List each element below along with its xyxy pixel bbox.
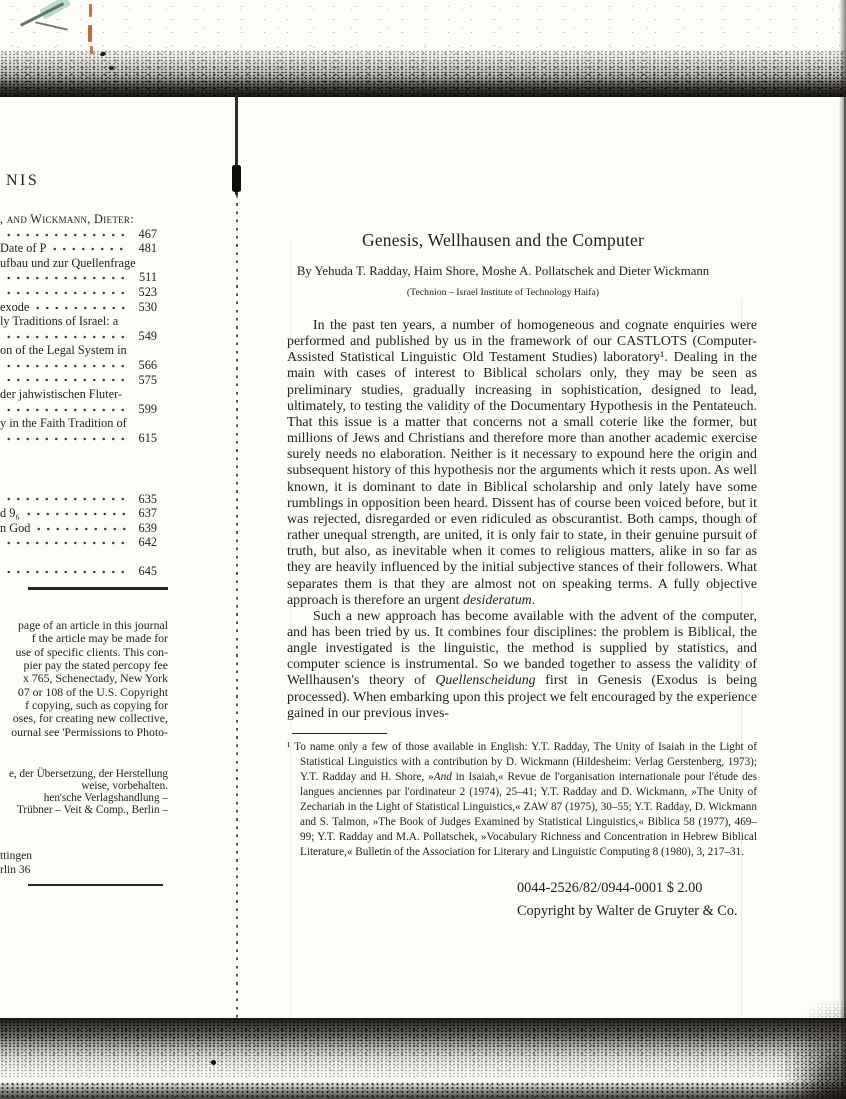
toc-dot-leader bbox=[4, 431, 126, 446]
italic-term: And bbox=[433, 771, 452, 783]
toc-dot-leader bbox=[4, 329, 126, 344]
toc-entry-label: y in the Faith Tradition of bbox=[0, 416, 127, 431]
text-line: x 765, Schenectady, New York bbox=[22, 671, 168, 686]
publisher-rights-notice bbox=[0, 769, 168, 817]
paragraph-text: . bbox=[531, 592, 536, 608]
orange-mark bbox=[88, 25, 92, 42]
toc-row bbox=[0, 387, 157, 402]
toc-row bbox=[0, 431, 157, 446]
toc-entry-label: ly Traditions of Israel: a bbox=[0, 314, 119, 329]
toc-row bbox=[0, 227, 157, 242]
article-headings bbox=[287, 230, 719, 298]
publication-info bbox=[517, 877, 757, 922]
toc-row bbox=[0, 416, 157, 431]
text-line: ttingen bbox=[0, 850, 32, 862]
toc-page-number: 511 bbox=[139, 270, 157, 285]
left-page-divider-rule bbox=[28, 587, 168, 590]
toc-entry-label: on of the Legal System in bbox=[0, 343, 127, 358]
article-paragraph-2 bbox=[287, 609, 757, 722]
toc-page-number: 523 bbox=[138, 284, 157, 299]
toc-row bbox=[0, 492, 157, 507]
footnote-text: ¹ To name only a few of those available in English: Y.T. Radday, The Unity of Isaiah in the Light of Statistical Linguistics with a contribution by D. Wickmann (Hildesheim: Verlag Gerstenberg, 1973); Y.T. Radday and H. Shore, » bbox=[287, 740, 757, 783]
text-line: pier pay the stated percopy fee bbox=[23, 658, 168, 673]
scan-noise-top-band bbox=[0, 50, 846, 97]
toc-dot-leader bbox=[4, 492, 126, 507]
toc-entry-label: d 9₆ bbox=[0, 506, 20, 521]
toc-row bbox=[0, 329, 157, 344]
toc-row bbox=[0, 402, 157, 417]
toc-page-number: 575 bbox=[138, 372, 157, 387]
text-line: ournal see 'Permissions to Photo- bbox=[11, 724, 168, 739]
toc-dot-leader bbox=[24, 506, 126, 521]
article-byline: By Yehuda T. Radday, Haim Shore, Moshe A. Pollatschek and Dieter Wickmann bbox=[296, 264, 710, 278]
article-paragraph-1 bbox=[287, 318, 757, 609]
journal-photocopy-notice bbox=[0, 619, 168, 739]
toc-page-number: 467 bbox=[138, 226, 157, 241]
toc-page-number: 635 bbox=[138, 491, 157, 506]
toc-row bbox=[0, 564, 157, 579]
paragraph-text: Such a new approach has become available with the advent of the computer, and has been tried by us. It combines four disciplines: the problem is Biblical, the angle investigated is the linguistic, the method is supplied by statistics, and computer science is instrumental. So we banded together to assess the validity of Wellhausen's theory of bbox=[287, 608, 757, 689]
text-line: oses, for creating new collective, bbox=[12, 711, 168, 726]
text-line: hen'sche Verlagshandlung – bbox=[43, 791, 168, 804]
publisher-address bbox=[0, 850, 92, 877]
toc-row bbox=[0, 300, 157, 315]
toc-dot-leader bbox=[4, 535, 126, 550]
toc-entry-label: Date of P bbox=[0, 241, 47, 256]
toc-page-number: 637 bbox=[138, 506, 157, 521]
toc-dot-leader bbox=[4, 564, 126, 579]
scan-noise-top-faint bbox=[0, 0, 846, 52]
toc-page-number: 549 bbox=[138, 328, 157, 343]
toc-dot-leader bbox=[4, 358, 126, 373]
page-gutter-ink-blob bbox=[232, 165, 241, 192]
toc-row bbox=[0, 358, 157, 373]
article-title: Genesis, Wellhausen and the Computer bbox=[361, 230, 644, 250]
toc-dot-leader bbox=[122, 314, 126, 329]
toc-row bbox=[0, 212, 157, 227]
toc-entry-label: ufbau und zur Quellenfrage bbox=[0, 255, 136, 270]
text-line: page of an article in this journal bbox=[17, 618, 168, 632]
toc-page-number: 642 bbox=[138, 535, 157, 550]
text-line: use of specific clients. This con- bbox=[15, 644, 168, 659]
toc-row bbox=[0, 343, 157, 358]
toc-dot-leader bbox=[4, 402, 126, 417]
toc-dot-leader bbox=[34, 521, 126, 536]
toc-dot-leader bbox=[4, 227, 126, 242]
toc-list bbox=[0, 212, 157, 578]
toc-entry-label: der jahwistischen Fluter- bbox=[0, 387, 123, 402]
toc-row bbox=[0, 241, 157, 256]
page-gutter-dotted-line bbox=[236, 195, 238, 1020]
toc-row bbox=[0, 373, 157, 388]
toc-page-number: 615 bbox=[138, 430, 157, 445]
toc-dot-leader bbox=[33, 300, 126, 315]
footnote-1 bbox=[287, 740, 757, 860]
text-line: e, der Übersetzung, der Herstellung bbox=[8, 768, 168, 780]
text-line: 07 or 108 of the U.S. Copyright bbox=[17, 684, 168, 699]
toc-page-number: 530 bbox=[138, 299, 157, 314]
toc-dot-leader bbox=[4, 285, 126, 300]
toc-row bbox=[0, 256, 157, 271]
toc-row bbox=[0, 314, 157, 329]
text-line: f copying, such as copying for bbox=[25, 698, 168, 713]
toc-row bbox=[0, 270, 157, 285]
toc-page-number: 645 bbox=[138, 563, 157, 578]
footnote-text: in Isaiah,« Revue de l'organisation internationale pour l'étude des langues anciennes par l'ordinateur 2 (1974), 25–41; Y.T. Radday and D. Wickmann, »The Unity of Zechariah in the Light of Statistical Linguistics,« ZAW 87 (1975), 30–55; Y.T. Radday, D. Wickmann and S. Talmon, »The Book of Judges Examined by Statistical Linguistics,« Biblica 58 (1977), 469–99; Y.T. Radday and M.A. Pollatschek, »Vocabulary Richness and Concentration in Hebrew Biblical Literature,« Bulletin of the Association for Literary and Linguistic Computing 8 (1980), 3, 217–31. bbox=[300, 771, 757, 859]
italic-term: Quellenscheidung bbox=[435, 673, 536, 689]
ink-speck bbox=[211, 1060, 216, 1065]
text-line: rlin 36 bbox=[0, 863, 31, 876]
copyright-line: Copyright by Walter de Gruyter & Co. bbox=[517, 902, 738, 919]
article-body bbox=[287, 318, 757, 722]
toc-heading: NIS bbox=[6, 172, 40, 189]
toc-entry-label: , and Wickmann, Dieter: bbox=[0, 212, 134, 226]
text-line: weise, vorbehalten. bbox=[81, 779, 168, 792]
ink-speck bbox=[109, 66, 114, 70]
toc-dot-leader bbox=[4, 373, 126, 388]
scan-noise-corner bbox=[776, 1000, 846, 1099]
paragraph-text: first in Genesis (Exodus is being processed). When embarking upon this project we felt encouraged by the experience gained in our previous inves- bbox=[287, 673, 758, 721]
footnote-rule bbox=[292, 733, 387, 734]
paragraph-text: In the past ten years, a number of homogeneous and cognate enquiries were performed and published by us in the framework of our CASTLOTS (Computer-Assisted Statistical Linguistic Old Testament Studies) laboratory¹. Dealing in the main with cases of interest to Biblical scholars only, they may be seen as preliminary studies, gradually increasing in sophistication, designed to lead, ultimately, to testing the validity of the Documentary Hypothesis in the Pentateuch. That this issue is a matter that concerns not a small coterie like the former, but millions of Jews and Christians and therefore more than another academic exercise surely needs no elaboration. Neither is it necessary to expound here the origin and subsequent history of this hypothesis nor the arguments which it rests upon. As well known, it is dominant to date in Biblical scholarship and only lately have some rumblings in opposition been heard. Dissent has of course been voiced before, but it was rejected, disregarded or even ridiculed as obscurantist. Both camps, though of rather unequal strength, are united, it is only fair to state, in their genuine pursuit of truth, but also, as inevitable when it comes to religious matters, alike in so far as they are heavily influenced by the initial subjective stances of their followers. What separates them is that they are almost not on speaking terms. A fully objective approach is therefore an urgent bbox=[287, 318, 757, 608]
toc-entry-label: exode bbox=[0, 299, 30, 314]
toc-row bbox=[0, 506, 157, 521]
orange-mark bbox=[89, 4, 92, 17]
toc-dot-leader bbox=[50, 241, 126, 256]
toc-row bbox=[0, 521, 157, 536]
toc-row bbox=[0, 285, 157, 300]
italic-term: desideratum bbox=[463, 592, 532, 608]
toc-page-number: 639 bbox=[138, 520, 157, 535]
text-line: f the article may be made for bbox=[31, 631, 168, 646]
toc-page-number: 599 bbox=[138, 401, 157, 416]
left-page-bottom-rule bbox=[28, 884, 163, 886]
toc-page-number: 481 bbox=[138, 241, 157, 256]
issn-price-line: 0044-2526/82/0944-0001 $ 2.00 bbox=[517, 880, 703, 897]
left-page-fragment bbox=[0, 172, 157, 578]
toc-dot-leader bbox=[4, 270, 126, 285]
scan-noise-bottom-edge bbox=[0, 1082, 846, 1099]
scan-noise-bottom-band bbox=[0, 1018, 846, 1078]
text-line: Trübner – Veit & Comp., Berlin – bbox=[16, 803, 168, 816]
orange-mark bbox=[90, 46, 93, 54]
toc-row bbox=[0, 535, 157, 550]
toc-page-number: 566 bbox=[138, 357, 157, 372]
article-page bbox=[287, 230, 757, 922]
article-affiliation: (Technion – Israel Institute of Technology Haifa) bbox=[406, 287, 600, 298]
toc-entry-label: n God bbox=[0, 520, 31, 535]
